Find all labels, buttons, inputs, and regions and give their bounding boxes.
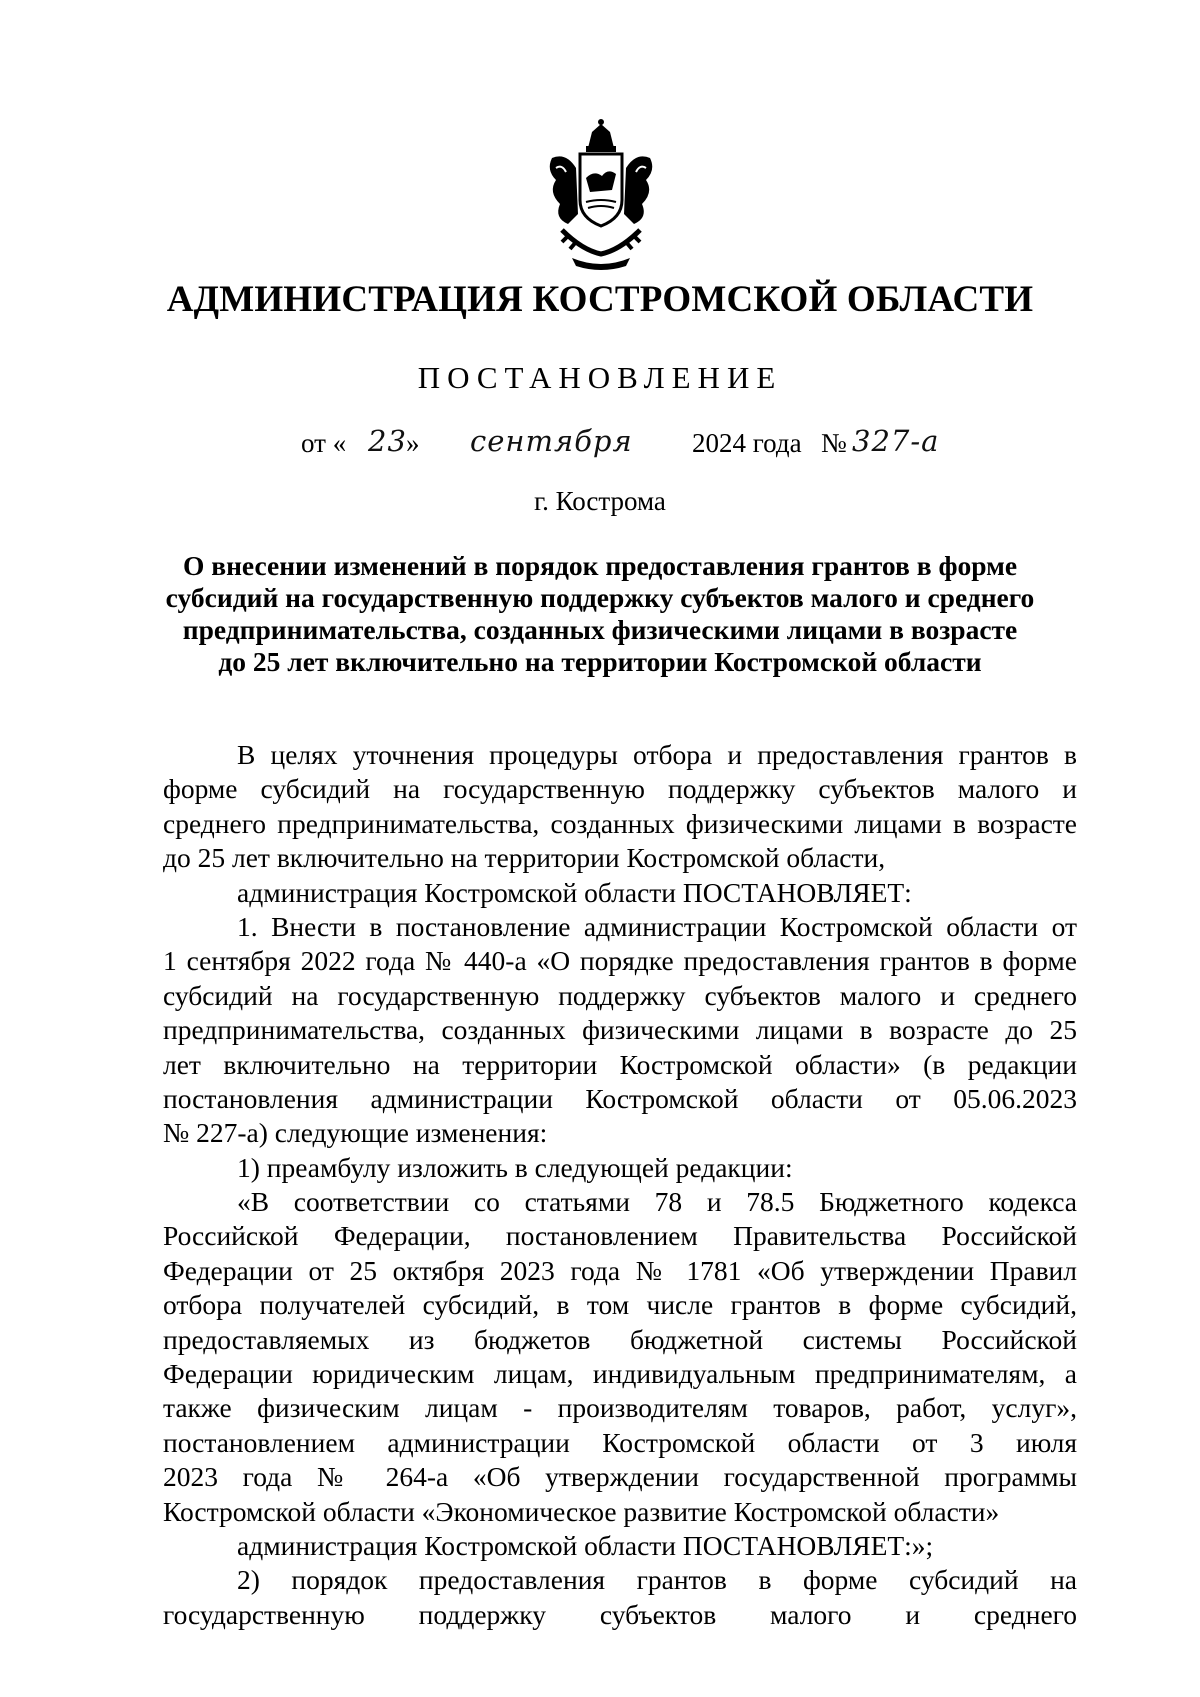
body-line: 2023 года № 264-а «Об утверждении государственной программы	[163, 1461, 1077, 1493]
document-body	[163, 738, 1077, 1632]
subject-line: субсидий на государственную поддержку субъектов малого и среднего	[165, 582, 1035, 613]
document-type: ПОСТАНОВЛЕНИЕ	[417, 360, 783, 395]
handwritten-day: 23	[368, 424, 407, 458]
body-line: Костромской области «Экономическое развитие Костромской области»	[163, 1495, 1000, 1527]
date-prefix: от «	[301, 428, 347, 458]
body-line: среднего предпринимательства, созданных физическими лицами в возрасте	[163, 807, 1077, 839]
body-line: Федерации юридическим лицам, индивидуальным предпринимателям, а	[163, 1358, 1077, 1390]
body-line: предпринимательства, созданных физическими лицами в возрасте до 25	[163, 1014, 1077, 1046]
subject-line: до 25 лет включительно на территории Костромской области	[218, 646, 982, 677]
body-line: постановлением администрации Костромской области от 3 июля	[163, 1426, 1077, 1458]
body-line: форме субсидий на государственную поддержку субъектов малого и	[163, 773, 1077, 805]
body-line: 1 сентября 2022 года № 440-а «О порядке предоставления грантов в форме	[163, 945, 1077, 977]
document-subject	[140, 550, 1060, 678]
kostroma-coat-of-arms-icon	[542, 118, 660, 270]
body-line: 1) преамбулу изложить в следующей редакции:	[237, 1151, 793, 1183]
city-line: г. Кострома	[534, 486, 666, 516]
body-line: до 25 лет включительно на территории Костромской области,	[163, 842, 886, 874]
body-line: 2) порядок предоставления грантов в форме субсидий на	[237, 1564, 1077, 1596]
body-line: предоставляемых из бюджетов бюджетной системы Российской	[163, 1323, 1077, 1355]
body-line: «В соответствии со статьями 78 и 78.5 Бюджетного кодекса	[237, 1186, 1077, 1218]
organization-title: АДМИНИСТРАЦИЯ КОСТРОМСКОЙ ОБЛАСТИ	[166, 279, 1034, 320]
handwritten-month: сентября	[470, 424, 633, 458]
body-line: лет включительно на территории Костромской области» (в редакции	[163, 1048, 1077, 1080]
body-line: государственную поддержку субъектов малого и среднего	[163, 1598, 1077, 1630]
body-line: Российской Федерации, постановлением Правительства Российской	[163, 1220, 1077, 1252]
body-line: администрация Костромской области ПОСТАНОВЛЯЕТ:	[237, 876, 912, 908]
body-line: Федерации от 25 октября 2023 года № 1781 «Об утверждении Правил	[163, 1254, 1077, 1286]
body-line: № 227-а) следующие изменения:	[163, 1117, 548, 1149]
body-line: субсидий на государственную поддержку субъектов малого и среднего	[163, 979, 1077, 1011]
body-line: 1. Внести в постановление администрации Костромской области от	[237, 910, 1077, 942]
date-day-close: »	[406, 428, 420, 458]
date-line	[0, 422, 1200, 466]
handwritten-number: 327-а	[852, 424, 940, 458]
subject-line: О внесении изменений в порядок предоставления грантов в форме	[182, 550, 1018, 581]
body-line: также физическим лицам - производителям товаров, работ, услуг»,	[163, 1392, 1077, 1424]
body-line: администрация Костромской области ПОСТАНОВЛЯЕТ:»;	[237, 1529, 934, 1561]
body-line: постановления администрации Костромской области от 05.06.2023	[163, 1082, 1077, 1114]
coat-of-arms-emblem	[542, 118, 660, 270]
date-year: 2024 года	[692, 428, 802, 458]
number-label: №	[821, 428, 847, 458]
body-line: В целях уточнения процедуры отбора и предоставления грантов в	[237, 739, 1077, 770]
subject-line: предпринимательства, созданных физическими лицами в возрасте	[182, 614, 1018, 645]
body-line: отбора получателей субсидий, в том числе грантов в форме субсидий,	[163, 1289, 1077, 1321]
